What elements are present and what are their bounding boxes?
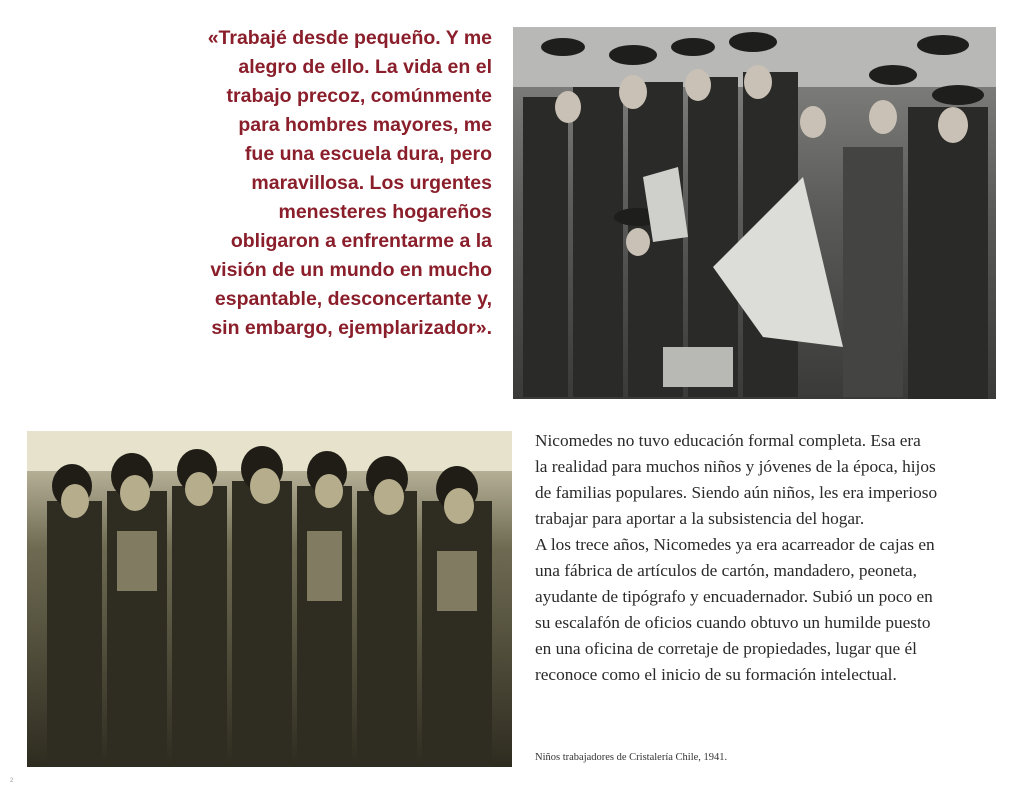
quote-line: visión de un mundo en mucho: [210, 259, 492, 281]
quote-line: espantable, desconcertante y,: [214, 288, 492, 310]
quote-line: alegro de ello. La vida en el: [238, 56, 492, 78]
page-number: 2: [10, 778, 14, 784]
body-paragraph-2: [535, 532, 995, 688]
quote-line: fue una escuela dura, pero: [244, 143, 492, 165]
body-line: una fábrica de artículos de cartón, mandadero, peoneta,: [535, 561, 917, 580]
pull-quote: [188, 24, 492, 343]
photo-child-workers: [27, 431, 512, 767]
body-line: A los trece años, Nicomedes ya era acarreador de cajas en: [535, 535, 935, 554]
quote-line: «Trabajé desde pequeño. Y me: [207, 27, 492, 49]
quote-line: trabajo precoz, comúnmente: [226, 85, 492, 107]
body-line: ayudante de tipógrafo y encuadernador. Subió un poco en: [535, 587, 933, 606]
quote-line: para hombres mayores, me: [238, 114, 492, 136]
body-line: la realidad para muchos niños y jóvenes de la época, hijos: [535, 457, 936, 476]
quote-line: obligaron a enfrentarme a la: [230, 230, 492, 252]
quote-line: sin embargo, ejemplarizador».: [211, 317, 492, 339]
photo-young-workers: [513, 27, 996, 399]
body-text: [535, 428, 995, 688]
photo-caption: Niños trabajadores de Cristalería Chile, 1941.: [535, 752, 728, 763]
body-paragraph-1: [535, 428, 995, 532]
quote-line: menesteres hogareños: [278, 201, 492, 223]
body-line: su escalafón de oficios cuando obtuvo un humilde puesto: [535, 613, 931, 632]
body-line: trabajar para aportar a la subsistencia del hogar.: [535, 509, 865, 528]
quote-line: maravillosa. Los urgentes: [251, 172, 492, 194]
body-line: Nicomedes no tuvo educación formal completa. Esa era: [535, 431, 921, 450]
body-line: reconoce como el inicio de su formación intelectual.: [535, 665, 897, 684]
body-line: en una oficina de corretaje de propiedades, lugar que él: [535, 639, 917, 658]
body-line: de familias populares. Siendo aún niños, les era imperioso: [535, 483, 938, 502]
